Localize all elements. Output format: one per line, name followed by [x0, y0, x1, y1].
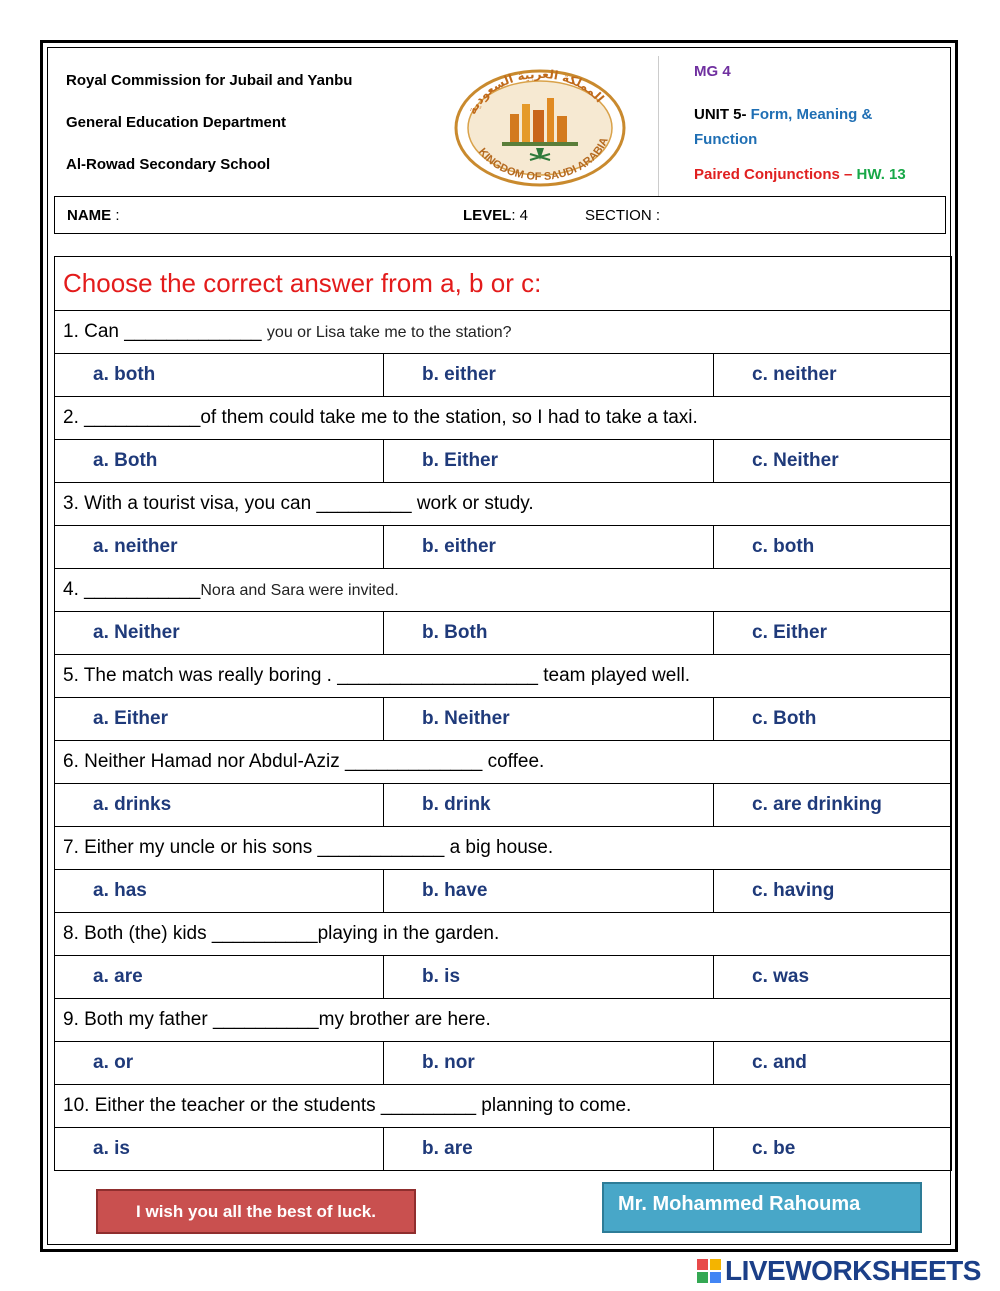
- answer-option-a[interactable]: a. has: [55, 870, 384, 913]
- answer-option-c[interactable]: c. be: [714, 1128, 952, 1171]
- answer-option-a[interactable]: a. are: [55, 956, 384, 999]
- question-text: [55, 999, 952, 1042]
- name-field[interactable]: [67, 207, 120, 224]
- student-info-bar: [54, 196, 946, 234]
- question-lead: 1. Can _____________: [63, 321, 267, 342]
- answer-option-a[interactable]: a. Both: [55, 440, 384, 483]
- answer-option-b[interactable]: b. are: [384, 1128, 714, 1171]
- instructions-text: Choose the correct answer from a, b or c:: [55, 257, 952, 311]
- topic-line: [694, 166, 944, 183]
- org-line-3: Al-Rowad Secondary School: [66, 156, 271, 173]
- logo-arabic-text: المملكة العربية السعودية: [464, 68, 607, 117]
- question-row: [55, 569, 952, 612]
- question-row: [55, 999, 952, 1042]
- options-row: [55, 440, 952, 483]
- section-field[interactable]: SECTION :: [585, 207, 661, 224]
- options-row: [55, 526, 952, 569]
- question-lead: 6. Neither Hamad nor Abdul-Aziz _____________ coffee.: [63, 751, 545, 772]
- teacher-name-banner: Mr. Mohammed Rahouma: [602, 1182, 922, 1233]
- worksheet-inner-frame: [47, 47, 951, 1245]
- question-lead: 4. ___________: [63, 579, 201, 600]
- answer-option-a[interactable]: a. Neither: [55, 612, 384, 655]
- options-row: [55, 354, 952, 397]
- answer-option-c[interactable]: c. Both: [714, 698, 952, 741]
- answer-option-c[interactable]: c. Neither: [714, 440, 952, 483]
- options-row: [55, 698, 952, 741]
- answer-option-a[interactable]: a. Either: [55, 698, 384, 741]
- unit-title: [694, 102, 944, 152]
- answer-option-a[interactable]: a. or: [55, 1042, 384, 1085]
- liveworksheets-logo-icon: [697, 1259, 721, 1283]
- question-text: [55, 741, 952, 784]
- question-lead: 8. Both (the) kids __________playing in the garden.: [63, 923, 500, 944]
- options-row: [55, 870, 952, 913]
- answer-option-c[interactable]: c. Either: [714, 612, 952, 655]
- options-row: [55, 784, 952, 827]
- answer-option-b[interactable]: b. Both: [384, 612, 714, 655]
- question-text: [55, 311, 952, 354]
- instructions-row: [55, 257, 952, 311]
- org-line-2: General Education Department: [66, 114, 287, 131]
- level-value: : 4: [511, 207, 529, 224]
- answer-option-b[interactable]: b. have: [384, 870, 714, 913]
- homework-number: HW. 13: [856, 166, 906, 183]
- unit-title-line-1: Form, Meaning &: [750, 106, 873, 123]
- question-tail: you or Lisa take me to the station?: [266, 324, 512, 341]
- organization-block: [66, 60, 352, 186]
- unit-info-block: [694, 60, 944, 183]
- question-text: [55, 655, 952, 698]
- logo-english-text: KINGDOM OF SAUDI ARABIA: [475, 135, 611, 184]
- answer-option-c[interactable]: c. neither: [714, 354, 952, 397]
- question-text: [55, 483, 952, 526]
- answer-option-b[interactable]: b. nor: [384, 1042, 714, 1085]
- question-row: [55, 311, 952, 354]
- options-row: [55, 956, 952, 999]
- kingdom-seal-logo: [452, 68, 628, 188]
- question-text: [55, 827, 952, 870]
- question-row: [55, 827, 952, 870]
- question-row: [55, 741, 952, 784]
- answer-option-a[interactable]: a. drinks: [55, 784, 384, 827]
- name-label: NAME: [67, 207, 112, 224]
- header-divider: [658, 56, 659, 196]
- answer-option-a[interactable]: a. is: [55, 1128, 384, 1171]
- org-line-1: Royal Commission for Jubail and Yanbu: [66, 72, 353, 89]
- answer-option-a[interactable]: a. both: [55, 354, 384, 397]
- topic-label: Paired Conjunctions –: [694, 166, 853, 183]
- question-lead: 2. ___________of them could take me to the station, so I had to take a taxi.: [63, 407, 698, 428]
- answer-option-b[interactable]: b. either: [384, 354, 714, 397]
- question-tail: Nora and Sara were invited.: [200, 582, 399, 599]
- answer-option-c[interactable]: c. was: [714, 956, 952, 999]
- level-label: LEVEL: [463, 207, 512, 224]
- worksheet-frame: [40, 40, 958, 1252]
- question-row: [55, 655, 952, 698]
- options-row: [55, 1042, 952, 1085]
- good-luck-banner: I wish you all the best of luck.: [96, 1189, 416, 1234]
- level-field: [463, 207, 528, 224]
- question-text: [55, 397, 952, 440]
- question-text: [55, 1085, 952, 1128]
- unit-prefix: UNIT 5-: [694, 106, 747, 123]
- answer-option-b[interactable]: b. Neither: [384, 698, 714, 741]
- question-lead: 3. With a tourist visa, you can _________ work or study.: [63, 493, 534, 514]
- answer-option-c[interactable]: c. and: [714, 1042, 952, 1085]
- question-lead: 9. Both my father __________my brother are here.: [63, 1009, 491, 1030]
- options-row: [55, 612, 952, 655]
- question-row: [55, 397, 952, 440]
- question-text: [55, 913, 952, 956]
- question-lead: 10. Either the teacher or the students _________ planning to come.: [63, 1095, 632, 1116]
- answer-option-b[interactable]: b. either: [384, 526, 714, 569]
- liveworksheets-brand: [697, 1255, 981, 1287]
- question-row: [55, 1085, 952, 1128]
- answer-option-b[interactable]: b. Either: [384, 440, 714, 483]
- question-text: [55, 569, 952, 612]
- mg-label: MG 4: [694, 63, 731, 80]
- question-row: [55, 913, 952, 956]
- question-lead: 7. Either my uncle or his sons ____________ a big house.: [63, 837, 554, 858]
- answer-option-c[interactable]: c. are drinking: [714, 784, 952, 827]
- brand-text: LIVEWORKSHEETS: [725, 1255, 981, 1286]
- answer-option-b[interactable]: b. is: [384, 956, 714, 999]
- name-separator: :: [115, 207, 120, 224]
- unit-title-line-2: Function: [694, 131, 758, 148]
- answer-option-c[interactable]: c. both: [714, 526, 952, 569]
- answer-option-c[interactable]: c. having: [714, 870, 952, 913]
- options-row: [55, 1128, 952, 1171]
- quiz-table: [54, 256, 952, 1171]
- question-row: [55, 483, 952, 526]
- question-lead: 5. The match was really boring . ___________________ team played well.: [63, 665, 691, 686]
- answer-option-a[interactable]: a. neither: [55, 526, 384, 569]
- answer-option-b[interactable]: b. drink: [384, 784, 714, 827]
